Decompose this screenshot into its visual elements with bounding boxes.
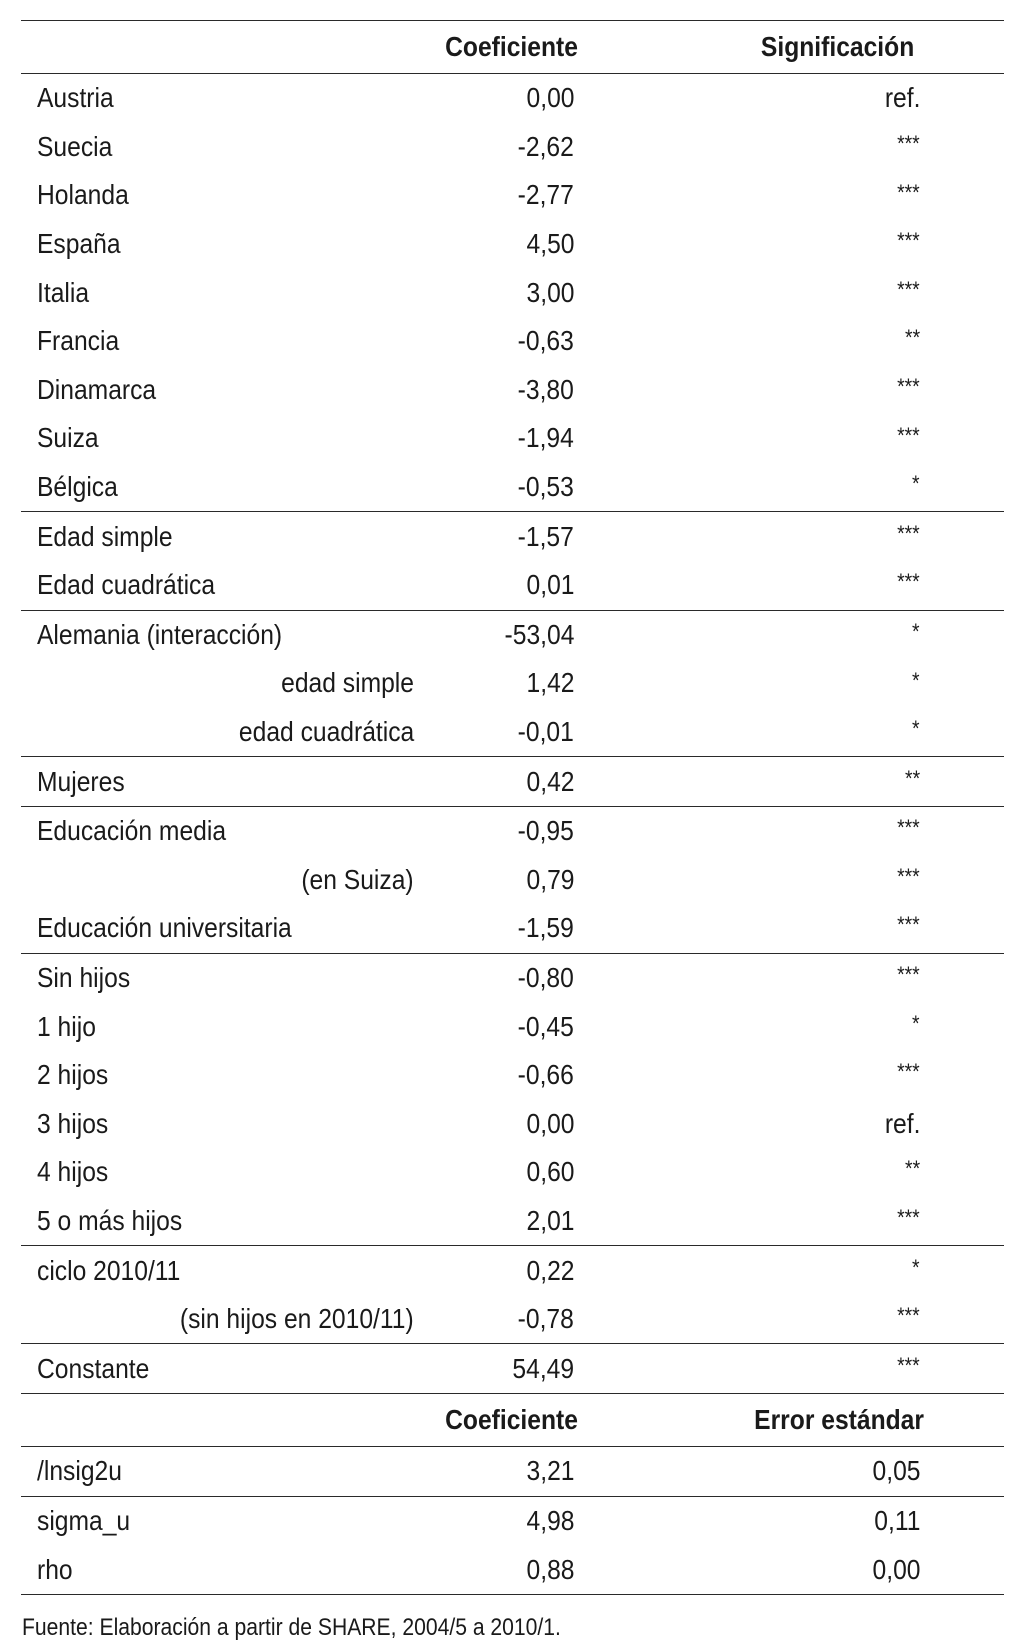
row-label: sigma_u [37, 1504, 131, 1536]
source-note: Fuente: Elaboración a partir de SHARE, 2004/5 a 2010/1. [22, 1614, 561, 1641]
header2-coefficient: Coeficiente [445, 1404, 578, 1436]
row-std-error: 0,05 [872, 1455, 920, 1487]
regression-table [21, 20, 1004, 1595]
row-significance: *** [897, 569, 920, 595]
row-coefficient: -0,80 [517, 961, 574, 993]
row-coefficient: 4,50 [526, 228, 574, 260]
table-row [21, 317, 1004, 366]
row-label: Edad simple [37, 520, 173, 552]
row-coefficient: -0,53 [517, 471, 574, 503]
row-label: Mujeres [37, 765, 125, 797]
row-coefficient: -0,66 [517, 1059, 574, 1091]
table-row [21, 268, 1004, 317]
row-significance: *** [897, 520, 920, 546]
row-significance: ref. [884, 82, 920, 114]
row-coefficient: -0,01 [517, 716, 574, 748]
row-coefficient: 0,00 [526, 82, 574, 114]
table-row [21, 171, 1004, 220]
row-significance: *** [897, 815, 920, 841]
row-coefficient: 54,49 [512, 1352, 574, 1384]
row-label: 1 hijo [37, 1010, 96, 1042]
table-row [21, 1447, 1004, 1496]
row-coefficient: 0,60 [526, 1156, 574, 1188]
row-coefficient: 0,00 [526, 1107, 574, 1139]
row-significance: *** [897, 962, 920, 988]
header-significance: Significación [760, 31, 914, 62]
table-row [21, 123, 1004, 172]
table-row [21, 1295, 1004, 1344]
row-coefficient: -1,57 [517, 520, 574, 552]
row-label: Edad cuadrática [37, 569, 216, 601]
table-row [21, 1148, 1004, 1197]
row-coefficient: 0,42 [526, 765, 574, 797]
row-significance: *** [897, 179, 920, 205]
row-label: Suiza [37, 422, 99, 454]
table-row [21, 1497, 1004, 1546]
table-row [21, 366, 1004, 415]
row-label: edad cuadrática [238, 716, 414, 748]
row-label: España [37, 228, 121, 260]
row-significance: *** [897, 1205, 920, 1231]
table-header [21, 21, 1004, 73]
row-label: Francia [37, 325, 120, 357]
row-label: Alemania (interacción) [37, 618, 283, 650]
table-row [21, 611, 1004, 660]
row-significance: *** [897, 1059, 920, 1085]
row-label: (en Suiza) [301, 863, 414, 895]
row-coefficient: 3,00 [526, 276, 574, 308]
row-label: 2 hijos [37, 1059, 109, 1091]
table-row [21, 1002, 1004, 1051]
table-row [21, 856, 1004, 905]
row-coefficient: -2,62 [517, 130, 574, 162]
row-label: ciclo 2010/11 [37, 1254, 181, 1286]
row-coefficient: -0,45 [517, 1010, 574, 1042]
row-coefficient: 1,42 [526, 667, 574, 699]
row-coefficient: 4,98 [526, 1504, 574, 1536]
row-coefficient: -0,78 [517, 1303, 574, 1335]
row-label: Bélgica [37, 471, 118, 503]
table-body [21, 74, 1004, 1394]
row-coefficient: -53,04 [504, 618, 574, 650]
bottom-rule [21, 1594, 1004, 1595]
row-label: Educación media [37, 815, 227, 847]
row-significance: *** [897, 422, 920, 448]
table-row [21, 807, 1004, 856]
table-row [21, 954, 1004, 1003]
row-label: Suecia [37, 130, 113, 162]
row-label: (sin hijos en 2010/11) [180, 1303, 414, 1335]
row-significance: ** [904, 765, 920, 791]
table-row [21, 561, 1004, 610]
row-label: rho [37, 1553, 73, 1585]
row-significance: * [912, 1010, 920, 1036]
table-row [21, 220, 1004, 269]
row-coefficient: 0,01 [526, 569, 574, 601]
header-coefficient: Coeficiente [445, 31, 578, 62]
table-row [21, 1099, 1004, 1148]
row-coefficient: 0,79 [526, 863, 574, 895]
row-significance: * [912, 618, 920, 644]
row-label: /lnsig2u [37, 1455, 122, 1487]
row-label: Constante [37, 1352, 150, 1384]
row-coefficient: -1,94 [517, 422, 574, 454]
table-row [21, 74, 1004, 123]
row-coefficient: -0,95 [517, 815, 574, 847]
row-significance: * [912, 471, 920, 497]
row-label: Holanda [37, 179, 129, 211]
row-coefficient: -2,77 [517, 179, 574, 211]
table-row [21, 512, 1004, 561]
row-std-error: 0,00 [872, 1553, 920, 1585]
row-label: Educación universitaria [37, 912, 292, 944]
table-row [21, 659, 1004, 708]
row-coefficient: 0,22 [526, 1254, 574, 1286]
row-label: Sin hijos [37, 961, 131, 993]
row-significance: *** [897, 373, 920, 399]
row-label: Dinamarca [37, 373, 157, 405]
row-significance: *** [897, 1303, 920, 1329]
row-significance: ** [904, 1156, 920, 1182]
table-row [21, 1051, 1004, 1100]
row-significance: *** [897, 863, 920, 889]
row-significance: ** [904, 325, 920, 351]
row-significance: *** [897, 228, 920, 254]
row-label: 3 hijos [37, 1107, 109, 1139]
row-significance: *** [897, 276, 920, 302]
table-row [21, 463, 1004, 512]
row-significance: * [912, 667, 920, 693]
row-significance: *** [897, 1352, 920, 1378]
row-label: Austria [37, 82, 114, 114]
table-row [21, 1344, 1004, 1393]
table-row [21, 414, 1004, 463]
header2-std-error: Error estándar [754, 1404, 924, 1436]
row-significance: *** [897, 130, 920, 156]
row-label: Italia [37, 276, 90, 308]
table-header-2 [21, 1394, 1004, 1446]
row-significance: ref. [884, 1107, 920, 1139]
row-coefficient: -1,59 [517, 912, 574, 944]
row-coefficient: 0,88 [526, 1553, 574, 1585]
row-significance: * [912, 716, 920, 742]
row-coefficient: -3,80 [517, 373, 574, 405]
table-row [21, 708, 1004, 757]
row-significance: * [912, 1254, 920, 1280]
row-coefficient: 3,21 [526, 1455, 574, 1487]
table-row [21, 757, 1004, 806]
table-row [21, 1246, 1004, 1295]
row-label: edad simple [281, 667, 414, 699]
row-label: 4 hijos [37, 1156, 109, 1188]
table-lower-body [21, 1447, 1004, 1594]
table-row [21, 904, 1004, 953]
row-label: 5 o más hijos [37, 1204, 183, 1236]
row-coefficient: 2,01 [526, 1204, 574, 1236]
table-row [21, 1545, 1004, 1594]
row-coefficient: -0,63 [517, 325, 574, 357]
row-significance: *** [897, 912, 920, 938]
table-row [21, 1197, 1004, 1246]
row-std-error: 0,11 [873, 1504, 920, 1536]
